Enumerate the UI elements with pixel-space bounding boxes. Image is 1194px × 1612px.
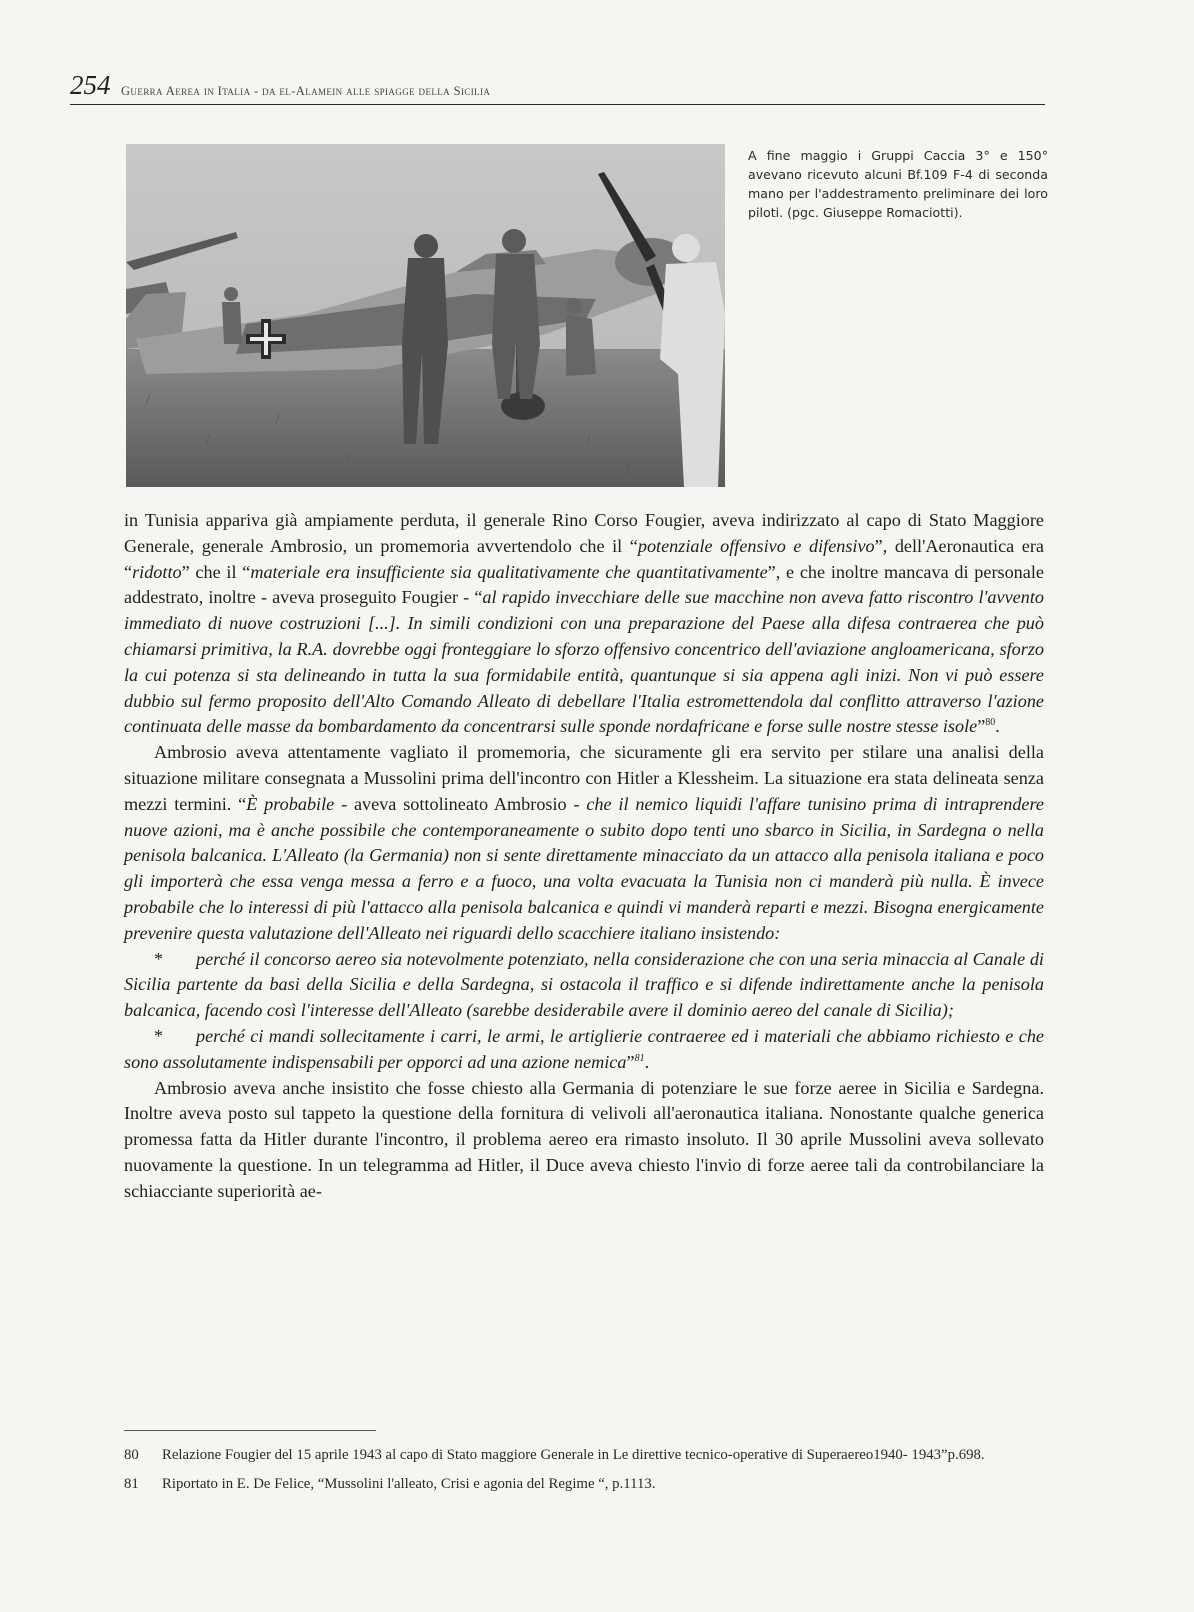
text-run: - aveva sottolineato Ambrosio - <box>334 793 587 814</box>
paragraph-2 <box>124 740 1044 946</box>
footnote-ref-81: 81 <box>634 1052 645 1064</box>
body-text <box>124 508 1044 1205</box>
bullet-item-2 <box>124 1024 1044 1076</box>
text-run: ” che il “ <box>181 561 251 582</box>
text-run: ”, dell'Aeronautica era “ <box>124 535 1044 582</box>
footnote-text: Riportato in E. De Felice, “Mussolini l'alleato, Crisi e agonia del Regime “, p.1113. <box>162 1475 656 1492</box>
photo-caption: A fine maggio i Gruppi Caccia 3° e 150° avevano ricevuto alcuni Bf.109 F-4 di seconda mano per l'addestramento preliminare dei loro piloti. (pgc. Giuseppe Romaciotti). <box>748 148 1048 220</box>
quoted-text: È probabile <box>246 793 335 814</box>
quoted-text: ridotto <box>132 561 182 582</box>
text-run: in Tunisia appariva già ampiamente perduta, il generale Rino Corso Fougier, aveva indirizzato al capo di Stato Maggiore Generale, generale Ambrosio, un promemoria avvertendolo che il “ <box>124 510 1044 556</box>
quote-close: ” <box>626 1051 635 1072</box>
text-run: ”, e che inoltre mancava di personale addestrato, inoltre - aveva proseguito Fougier - “ <box>124 561 1044 608</box>
bullet-marker: * <box>154 948 164 969</box>
footnote-81 <box>124 1475 1044 1495</box>
footnotes <box>124 1446 1044 1503</box>
text-run: ” <box>977 716 986 737</box>
paragraph-1 <box>124 508 1044 740</box>
paragraph-3: Ambrosio aveva anche insistito che fosse chiesto alla Germania di potenziare le sue forze aeree in Sicilia e Sardegna. Inoltre aveva posto sul tappeto la questione della fornitura di velivoli all'aeronautica italiana. Nonostante qualche generica promessa fatta da Hitler durante l'incontro, il problema aereo era rimasto insoluto. Il 30 aprile Mussolini aveva sollevato nuovamente la questione. In un telegramma ad Hitler, il Duce aveva chiesto l'invio di forze aeree tali da controbilanciare la schiacciante superiorità ae- <box>124 1077 1044 1201</box>
page-header <box>70 72 1045 105</box>
footnote-divider <box>124 1430 376 1431</box>
bullet-text: perché il concorso aereo sia notevolmente potenziato, nella considerazione che con una seria minaccia al Canale di Sicilia partente da basi della Sicilia e della Sardegna, si ostacola il traffico e si difende indirettamente anche la penisola balcanica, facendo così l'interesse dell'Alleato (sarebbe desiderabile avere il dominio aereo del canale di Sicilia); <box>124 948 1044 1021</box>
footnote-number: 80 <box>124 1447 139 1463</box>
period: . <box>644 1051 650 1072</box>
bullet-marker: * <box>154 1025 164 1046</box>
footnote-ref: 80 <box>985 717 996 729</box>
text-run: Ambrosio aveva attentamente vagliato il promemoria, che sicuramente gli era servito per stilare una analisi della situazione militare consegnata a Mussolini prima dell'incontro con Hitler a Klessheim. La situazione era stata delineata senza mezzi termini. “ <box>124 742 1044 814</box>
bullet-text: perché ci mandi sollecitamente i carri, le armi, le artiglierie contraeree ed i materiali che abbiamo richiesto e che sono assolutamente indispensabili per opporci ad una azione nemica <box>124 1025 1044 1072</box>
footnote-80 <box>124 1446 1044 1466</box>
page-number: 254 <box>70 70 111 100</box>
running-title: Guerra Aerea in Italia - da el-Alamein alle spiagge della Sicilia <box>121 84 491 98</box>
bullet-item-1 <box>124 947 1044 1024</box>
quoted-text: potenziale offensivo e difensivo <box>637 535 875 556</box>
footnote-number: 81 <box>124 1475 139 1492</box>
text-run: . <box>995 716 1000 737</box>
quoted-text: al rapido invecchiare delle sue macchine non aveva fatto riscontro l'avvento immediato di nuove costruzioni [...]. In simili condizioni con una preparazione del Paese alla difesa contraerea che può chiamarsi primitiva, la R.A. dovrebbe oggi fronteggiare lo sforzo offensivo concentrico dell'aviazione angloamericana, sforzo la cui potenza si sta delineando in tutta la sua formidabile entità, quantunque si sia appena agli inizi. Non vi può essere dubbio sul fermo proposito dell'Alto Comando Alleato di debellare l'Italia estromettendola dal conflitto attraverso l'azione continuata delle masse da bombardamento da concentrarsi sulle sponde nordafricane e forse sulle nostre stesse isole <box>124 587 1044 737</box>
aircraft-photo <box>126 144 725 487</box>
quoted-text: materiale era insufficiente sia qualitativamente che quantitativamente <box>250 561 768 582</box>
footnote-text: Relazione Fougier del 15 aprile 1943 al capo di Stato maggiore Generale in Le direttive tecnico-operative di Superaereo1940- 1943”p.698. <box>162 1447 985 1463</box>
quoted-text: che il nemico liquidi l'affare tunisino prima di intraprendere nuove azioni, ma è anche possibile che contemporaneamente o subito dopo tenti uno sbarco in Sicilia, in Sardegna o nella penisola balcanica. L'Alleato (la Germania) non si sente direttamente minacciato da un attacco alla penisola italiana e poco gli importerà che essa venga messa a ferro e a fuoco, una volta evacuata la Tunisia non ci manderà più nulla. È invece probabile che lo interessi di più l'attacco alla penisola balcanica e quindi vi manderà reparti e mezzi. Bisogna energicamente prevenire questa valutazione dell'Alleato nei riguardi dello scacchiere italiano insistendo: <box>124 793 1044 943</box>
